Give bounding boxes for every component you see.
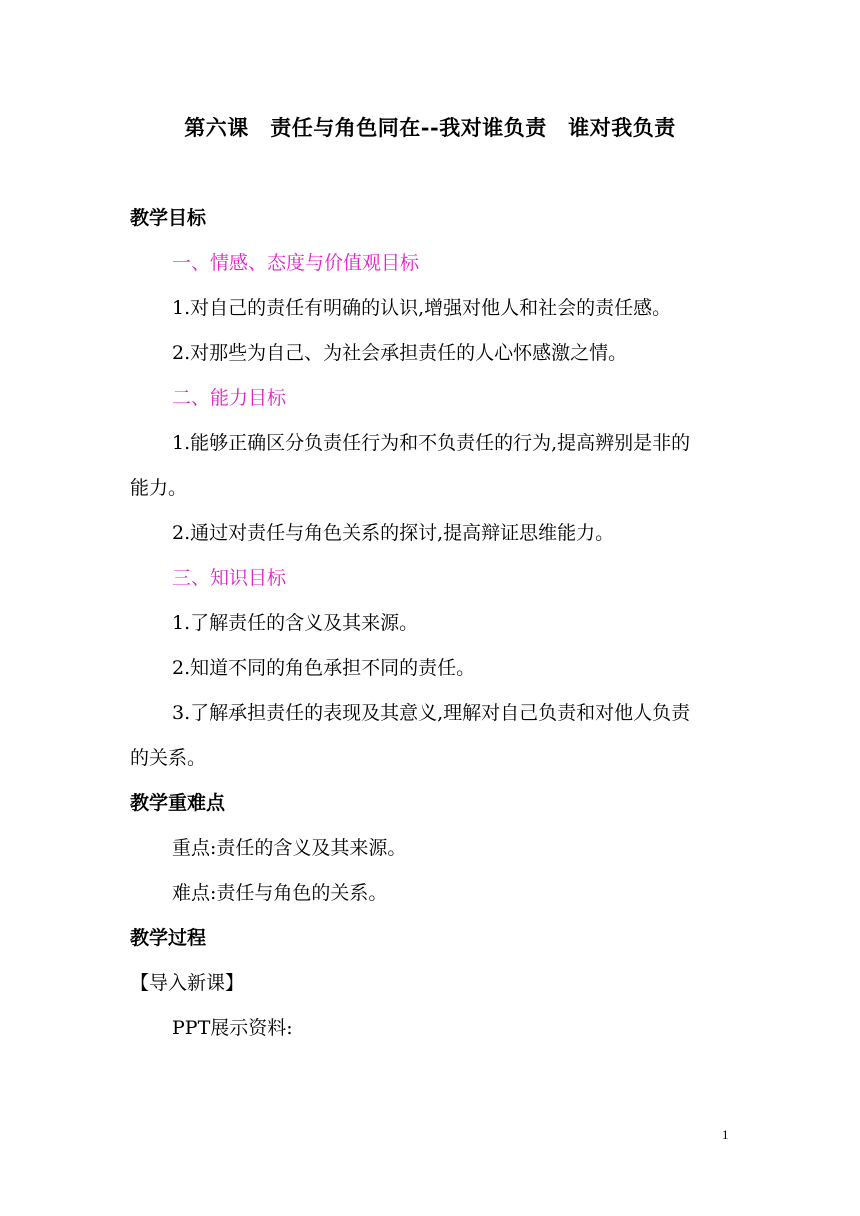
paragraph-emotion-item-1: 1.对自己的责任有明确的认识,增强对他人和社会的责任感。 <box>172 297 672 319</box>
paragraph-knowledge-item-2: 2.知道不同的角色承担不同的责任。 <box>172 657 476 679</box>
section-heading-key-points: 教学重难点 <box>130 792 226 814</box>
paragraph-focus: 重点:责任的含义及其来源。 <box>172 837 407 859</box>
intro-text: PPT展示资料: <box>172 1017 293 1039</box>
paragraph-ability-item-1-line-2: 能力。 <box>130 477 188 499</box>
section-heading-objectives: 教学目标 <box>130 207 207 229</box>
paragraph-ability-item-1-line-1: 1.能够正确区分负责任行为和不负责任的行为,提高辨别是非的 <box>172 432 691 454</box>
paragraph-ability-item-2: 2.通过对责任与角色关系的探讨,提高辩证思维能力。 <box>172 522 615 544</box>
subheading-knowledge-objectives: 三、知识目标 <box>172 567 287 589</box>
paragraph-difficulty: 难点:责任与角色的关系。 <box>172 882 388 904</box>
section-heading-process: 教学过程 <box>130 927 207 949</box>
subheading-ability-objectives: 二、能力目标 <box>172 387 287 409</box>
paragraph-knowledge-item-3-line-1: 3.了解承担责任的表现及其意义,理解对自己负责和对他人负责 <box>172 702 691 724</box>
paragraph-emotion-item-2: 2.对那些为自己、为社会承担责任的人心怀感激之情。 <box>172 342 628 364</box>
document-title: 第六课 责任与角色同在--我对谁负责 谁对我负责 <box>184 115 676 140</box>
subheading-emotion-objectives: 一、情感、态度与价值观目标 <box>172 252 420 274</box>
paragraph-knowledge-item-3-line-2: 的关系。 <box>130 747 207 769</box>
intro-label: 【导入新课】 <box>130 972 245 994</box>
paragraph-knowledge-item-1: 1.了解责任的含义及其来源。 <box>172 612 419 634</box>
page-number: 1 <box>722 1127 729 1142</box>
